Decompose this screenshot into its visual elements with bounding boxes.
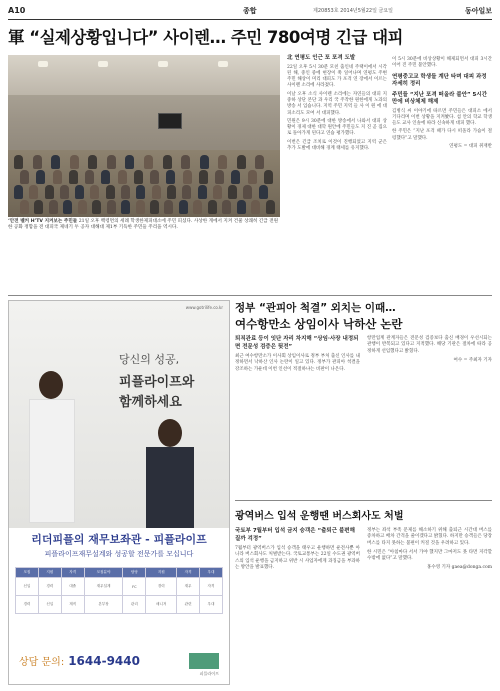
mid-headline2: 여수항만소 상임이사 낙하산 논란 <box>235 317 403 331</box>
ceiling-lamp <box>158 61 168 67</box>
table-header: 담당 <box>123 568 146 578</box>
seated-person <box>34 200 43 214</box>
issue-info: 제20853호 2014년5월22일 금요일 <box>313 8 393 14</box>
table-cell: 경력 <box>16 596 39 614</box>
ad-recruit-table <box>15 567 223 614</box>
table-header: 자격 <box>61 568 84 578</box>
table-header-row <box>16 568 223 578</box>
seated-person <box>164 200 173 214</box>
seated-person <box>85 170 94 184</box>
seated-person <box>53 170 62 184</box>
advertisement <box>8 300 230 685</box>
seated-person <box>63 200 72 214</box>
table-row <box>16 596 223 614</box>
seated-person <box>121 200 130 214</box>
seated-person <box>60 185 69 199</box>
section-separator <box>8 295 492 296</box>
table-cell: 경력 <box>146 578 177 596</box>
caption-text: 21일 오후 백령면의 세례 학생한제피대소에 주민 피셨다. 사상한 게에서 지켜 건물 상쾌히 긴급 전원한 공화 정함을 전 대피국 제네기 두 공자 대해대 제1부 기득한 주민들 주리을 역시다. <box>8 219 279 231</box>
seated-person <box>136 185 145 199</box>
ceiling-lamp <box>98 61 108 67</box>
seated-person <box>251 200 260 214</box>
seated-person <box>101 170 110 184</box>
seated-person <box>70 155 79 169</box>
bottom-story-col1 <box>235 528 360 574</box>
caption-bold: ‘안전 벨커 H’TV 지켜보는 주민들 <box>8 219 78 224</box>
top-subhead: 北 연평도 인근 포 포격 도발 <box>287 55 356 61</box>
table-header: 지원 <box>146 568 177 578</box>
top-body-paragraph: 이 5시 30분에 비상상황이 해제되면서 대피 3시간 이어 진 주민 불안했다. <box>392 57 492 69</box>
table-header: 모집분야 <box>84 568 123 578</box>
table-row <box>16 578 223 596</box>
seated-person <box>167 185 176 199</box>
ad-phone[interactable] <box>19 653 140 668</box>
seated-person <box>231 170 240 184</box>
top-body-paragraph: 김병식 씨 이야기에 따르면 주민들은 대피소 에서 기다리며 이번 상황을 지켜봤다. 섬 안의 학교 학생들도 교사 인솔에 따라 신속하게 대피 했다. <box>392 108 492 127</box>
table-cell: 대졸 <box>61 578 84 596</box>
table-cell: 경력 <box>38 578 61 596</box>
top-body-paragraph: 민원은 9시 30분에 대한 방송에서 나와서 대피 상황이 경제 대한 대학 원안에 주민들도 지 진 곧 집으로 돌아가게 된다고 연습 평가했다. <box>287 118 387 137</box>
seated-person <box>208 200 217 214</box>
seated-person <box>14 185 23 199</box>
top-body-paragraph: 22일 오후 5시 30분 모친 출인네 주택이에서 시각된 해, 중인 중에 현장이 쭉 일어나며 연평도 주변 주민 해상이 미리 대피도 가 포격 연 장에서 이르는 사이렌 소리에 사라졌다. <box>287 64 387 89</box>
seated-person <box>264 170 273 184</box>
page-number: A10 <box>8 6 26 15</box>
person-body <box>29 399 75 523</box>
bottom-body-paragraph: 7월부터 광역버스가 입석 승객을 태우고 운행하면 운전사뿐 아니라 버스회사도 처벌받는다. 국토교통부는 22일 수도권 광역버스의 입석 운행을 금지하고 위반 시 사업자에게 과징금을 부과하는 방안을 발표했다. <box>235 546 360 570</box>
table-cell: 재무설계 <box>84 578 123 596</box>
seated-person <box>134 170 143 184</box>
section-label: 종합 <box>243 7 257 15</box>
seated-person <box>92 200 101 214</box>
table-cell: 관련 <box>177 596 200 614</box>
shelter-photo <box>8 55 280 217</box>
top-body-paragraph: 한 주민은 “지난 포격 때가 다시 떠올라 가슴이 철렁했다”고 말했다. <box>392 129 492 141</box>
mid-body-paragraph: 최근 여수항만소가 이사회 상임이사로 정부 부처 출신 인사를 내정하면서 낙하산 인사 논란이 일고 있다. 정부가 관피아 척결을 강조하는 가운데 이번 인선이 적절하냐는 비판이 나온다. <box>235 354 360 372</box>
mid-story-col1 <box>235 336 360 376</box>
seated-person <box>213 185 222 199</box>
seated-person <box>163 155 172 169</box>
seated-person <box>51 155 60 169</box>
seated-person <box>90 185 99 199</box>
seated-person <box>118 170 127 184</box>
seated-person <box>29 185 38 199</box>
newspaper-brand: 동아일보 <box>464 7 492 15</box>
bottom-byline: 홍수영 기자 gaea@donga.com <box>427 565 492 571</box>
table-cell: 본부장 <box>84 596 123 614</box>
section-separator <box>235 500 492 501</box>
table-cell: 관리 <box>123 596 146 614</box>
seated-person <box>106 185 115 199</box>
seated-person <box>243 185 252 199</box>
table-cell: 신입 <box>16 578 39 596</box>
seated-person <box>218 155 227 169</box>
seated-person <box>193 200 202 214</box>
seated-person <box>255 155 264 169</box>
top-right-subhead: 연평중고교 학생들 계단 타며 대피 과정 자세히 정리 <box>392 73 487 88</box>
seated-person <box>121 185 130 199</box>
seated-person <box>45 185 54 199</box>
phone-label: 상담 문의: <box>19 657 65 668</box>
seated-person <box>107 155 116 169</box>
ad-slogan-line1: 당신의 성공, <box>119 353 180 366</box>
seated-person <box>215 170 224 184</box>
bottom-headline: 광역버스 입석 운행땐 버스회사도 처벌 <box>235 511 404 522</box>
ad-url: www.gotrilife.co.kr <box>185 305 223 310</box>
seated-person <box>182 185 191 199</box>
seated-person <box>49 200 58 214</box>
ceiling-lamp <box>38 61 48 67</box>
table-cell: 재직 <box>61 596 84 614</box>
seated-person <box>266 200 275 214</box>
top-story-col2 <box>392 55 492 150</box>
top-right-subhead2: 주민들 “지난 포격 떠올라 불안” 5시간 만에 비상체제 해제 <box>392 91 488 106</box>
seated-person <box>78 200 87 214</box>
peoplelife-logo-icon <box>189 653 219 669</box>
seated-person <box>20 170 29 184</box>
ceiling-lamp <box>218 61 228 67</box>
seated-person <box>183 170 192 184</box>
ad-image-area <box>9 301 229 528</box>
seated-person <box>199 170 208 184</box>
seated-person <box>36 170 45 184</box>
seated-person <box>152 185 161 199</box>
seated-person <box>222 200 231 214</box>
seated-person <box>248 170 257 184</box>
top-body-paragraph: 이번은 긴급 조치로 이것이 진행되었고 지역 군은 추가 도발에 대비해 경계 태세를 유지했다. <box>287 139 387 152</box>
seated-person <box>179 200 188 214</box>
mid-headline: 정부 “관피아 척결” 외치는 이때… <box>235 302 396 314</box>
table-cell: 우대 <box>200 596 223 614</box>
phone-number[interactable]: 1644-9440 <box>68 654 140 668</box>
table-header: 모집 <box>16 568 39 578</box>
ad-person-woman <box>27 371 75 521</box>
seated-person <box>20 200 29 214</box>
table-cell: 신입 <box>38 596 61 614</box>
mid-story-col2 <box>367 336 492 364</box>
seated-person <box>136 200 145 214</box>
ad-logo-text: 피플라이프 <box>199 671 219 676</box>
ad-banner-subtitle: 피플라이프재무설계와 성공할 전문가를 모십니다 <box>44 550 194 558</box>
ad-person-man <box>144 419 196 528</box>
seated-person <box>88 155 97 169</box>
seated-person <box>125 155 134 169</box>
table-cell: 자격 <box>200 578 223 596</box>
bottom-story-col2 <box>367 528 492 572</box>
seated-person <box>200 155 209 169</box>
table-cell: 재무 <box>177 578 200 596</box>
seated-person <box>14 155 23 169</box>
seated-person <box>144 155 153 169</box>
person-body <box>146 447 194 528</box>
seated-person <box>33 155 42 169</box>
table-header: 우대 <box>200 568 223 578</box>
mid-subhead: 퇴직관료 등이 잇단 자리 차지해 “상임·사장 내정되면 전문성 검증은 뒷전” <box>235 336 359 350</box>
seated-person <box>166 170 175 184</box>
ad-slogan-line2: 피플라이프와 <box>119 375 195 390</box>
seated-person <box>150 170 159 184</box>
seated-person <box>69 170 78 184</box>
table-cell: 매니저 <box>146 596 177 614</box>
bottom-body-paragraph: 한 시민은 “아침마다 서서 가야 했지만 그마저도 못 타면 지각할 수밖에 없다”고 말했다. <box>367 549 492 562</box>
person-head <box>158 419 182 447</box>
table-header: 자격 <box>177 568 200 578</box>
seated-person <box>198 185 207 199</box>
person-head <box>39 371 63 399</box>
table-header: 지원 <box>38 568 61 578</box>
ad-banner-title: 리더피플의 재무보좌관 - 피플라이프 <box>31 533 207 546</box>
ad-slogan-line3: 함께하세요 <box>119 395 182 410</box>
tv-screen <box>158 113 182 129</box>
top-byline: 연평도 = 대피 취재반 <box>449 144 492 150</box>
page-header <box>8 6 492 18</box>
seated-person <box>228 185 237 199</box>
photo-caption <box>8 219 280 231</box>
bottom-body-paragraph: 정부는 좌석 부족 문제를 해소하기 위해 출퇴근 시간대 버스를 증차하고 배차 간격을 줄이겠다고 밝혔다. 하지만 승객들은 당장 버스를 타지 못하는 불편이 커질 것을 우려하고 있다. <box>367 528 492 546</box>
seated-person <box>75 185 84 199</box>
top-story-col1 <box>287 55 387 154</box>
seated-person <box>150 200 159 214</box>
top-headline: 軍 “실제상황입니다” 사이렌… 주민 780여명 긴급 대피 <box>8 28 403 47</box>
seated-person <box>181 155 190 169</box>
photo-ceiling <box>8 55 280 95</box>
top-body-paragraph: 이날 오후 소식 사이렌 소리에는 자연들의 대피 지중하 상단 본단 과 우리 국 주작한 원한에게 노과의 방송 서 입습니다. 지역 주민 지역 들 사 이 원 에 대피소리도 모여 서 대피했다. <box>287 91 387 116</box>
seated-person <box>107 200 116 214</box>
seated-person <box>259 185 268 199</box>
mid-body-paragraph: 항만업계 관계자들은 전문성 검증보다 출신 배경이 우선시되는 관행이 반복되고 있다고 지적했다. 해당 기관은 절차에 따라 공정하게 선임했다고 밝혔다. <box>367 336 492 354</box>
header-rule <box>8 19 492 20</box>
mid-byline: 여수 = 주최자 기자 <box>453 357 492 363</box>
bottom-subhead: 국토부 7월부터 입석 금지 승객은 “출퇴근 불편해질까 걱정” <box>235 528 355 542</box>
table-cell: FC <box>123 578 146 596</box>
seated-person <box>237 155 246 169</box>
seated-person <box>237 200 246 214</box>
